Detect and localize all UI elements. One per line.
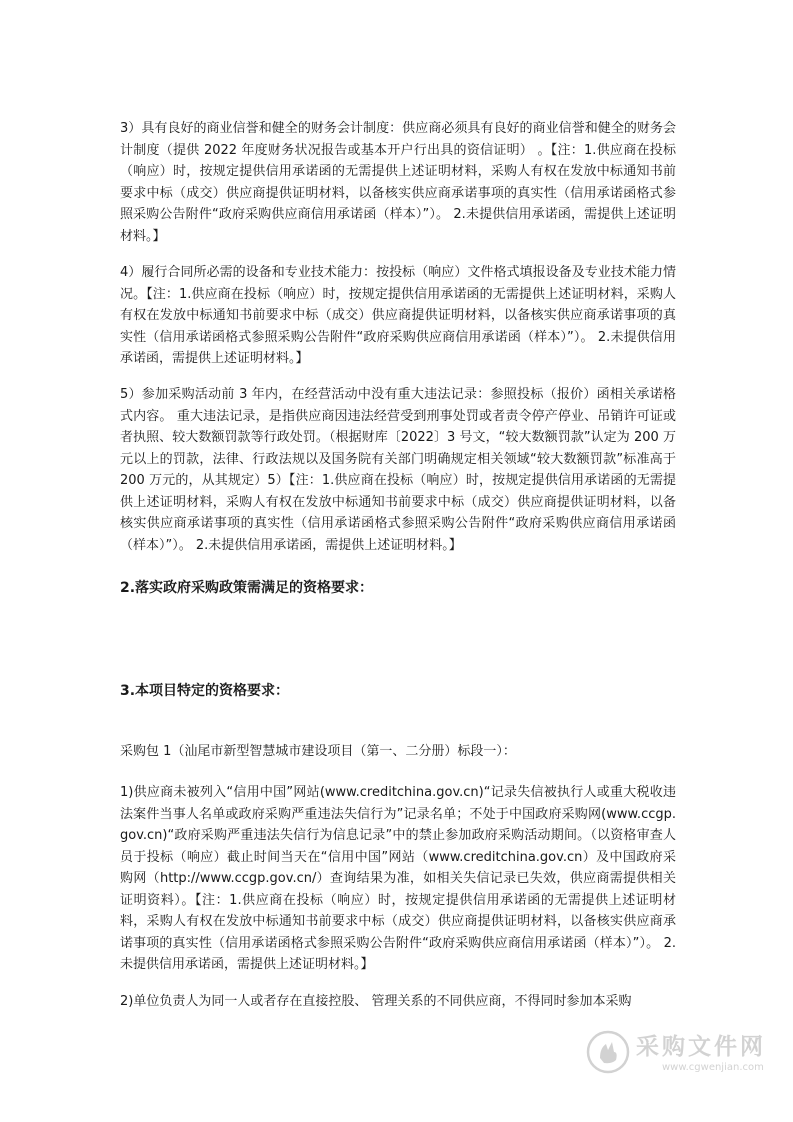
watermark <box>586 1024 786 1084</box>
paragraph-no-violation-record: 5）参加采购活动前 3 年内，在经营活动中没有重大违法记录：参照投标（报价）函相关承诺格式内容。 重大违法记录，是指供应商因违法经营受到刑事处罚或者责令停产停业、吊销许可证或者执照、较大数额罚款等行政处罚。（根据财库〔2022〕3 号文，“较大数额罚款”认定为 200 万元以上的罚款，法律、行政法规以及国务院有关部门明确规定相关领域“较大数额罚款”标准高于 200 万元的，从其规定）5）【注：1.供应商在投标（响应）时，按规定提供信用承诺函的无需提供上述证明材料，采购人有权在发放中标通知书前要求中标（成交）供应商提供证明材料，以备核实供应商承诺事项的真实性（信用承诺函格式参照采购公告附件“政府采购供应商信用承诺函（样本）”）。 2.未提供信用承诺函，需提供上述证明材料。】 <box>120 387 676 553</box>
hand-logo-icon <box>586 1030 630 1074</box>
watermark-url: www.cgwenjian.com <box>662 1062 764 1073</box>
watermark-title: 采购文件网 <box>636 1034 766 1060</box>
requirement-item-2: 2)单位负责人为同一人或者存在直接控股、 管理关系的不同供应商，不得同时参加本采购 <box>120 994 632 1009</box>
paragraph-financial-system: 3）具有良好的商业信誉和健全的财务会计制度：供应商必须具有良好的商业信誉和健全的财务会计制度（提供 2022 年度财务状况报告或基本开户行出具的资信证明） 。【注：1.供应商在投标（响应）时，按规定提供信用承诺函的无需提供上述证明材料，采购人有权在发放中标通知书前要求中标（成交）供应商提供证明材料，以备核实供应商承诺事项的真实性（信用承诺函格式参照采购公告附件“政府采购供应商信用承诺函（样本）”）。 2.未提供信用承诺函，需提供上述证明材料。】 <box>120 121 676 244</box>
section-heading-specific-requirements: 3.本项目特定的资格要求： <box>120 683 290 699</box>
package-line: 采购包 1（汕尾市新型智慧城市建设项目（第一、二分册）标段一）： <box>120 744 516 759</box>
section-heading-policy-requirements: 2.落实政府采购政策需满足的资格要求： <box>120 580 374 596</box>
paragraph-equipment-capability: 4）履行合同所必需的设备和专业技术能力：按投标（响应）文件格式填报设备及专业技术能力情况。【注：1.供应商在投标（响应）时，按规定提供信用承诺函的无需提供上述证明材料，采购人有权在发放中标通知书前要求中标（成交）供应商提供证明材料，以备核实供应商承诺事项的真实性（信用承诺函格式参照采购公告附件“政府采购供应商信用承诺函（样本）”）。 2.未提供信用承诺函，需提供上述证明材料。】 <box>120 265 676 366</box>
requirement-item-1: 1)供应商未被列入“信用中国”网站(www.creditchina.gov.cn)“记录失信被执行人或重大税收违法案件当事人名单或政府采购严重违法失信行为”记录名单；不处于中国政府采购网(www.ccgp.gov.cn)“政府采购严重违法失信行为信息记录”中的禁止参加政府采购活动期间。（以资格审查人员于投标（响应）截止时间当天在“信用中国”网站（www.creditchina.gov.cn）及中国政府采购网（http://www.ccgp.gov.cn/）查询结果为准，如相关失信记录已失效，供应商需提供相关证明资料）。【注：1.供应商在投标（响应）时，按规定提供信用承诺函的无需提供上述证明材料，采购人有权在发放中标通知书前要求中标（成交）供应商提供证明材料，以备核实供应商承诺事项的真实性（信用承诺函格式参照采购公告附件“政府采购供应商信用承诺函（样本）”）。 2.未提供信用承诺函，需提供上述证明材料。】 <box>120 785 676 972</box>
